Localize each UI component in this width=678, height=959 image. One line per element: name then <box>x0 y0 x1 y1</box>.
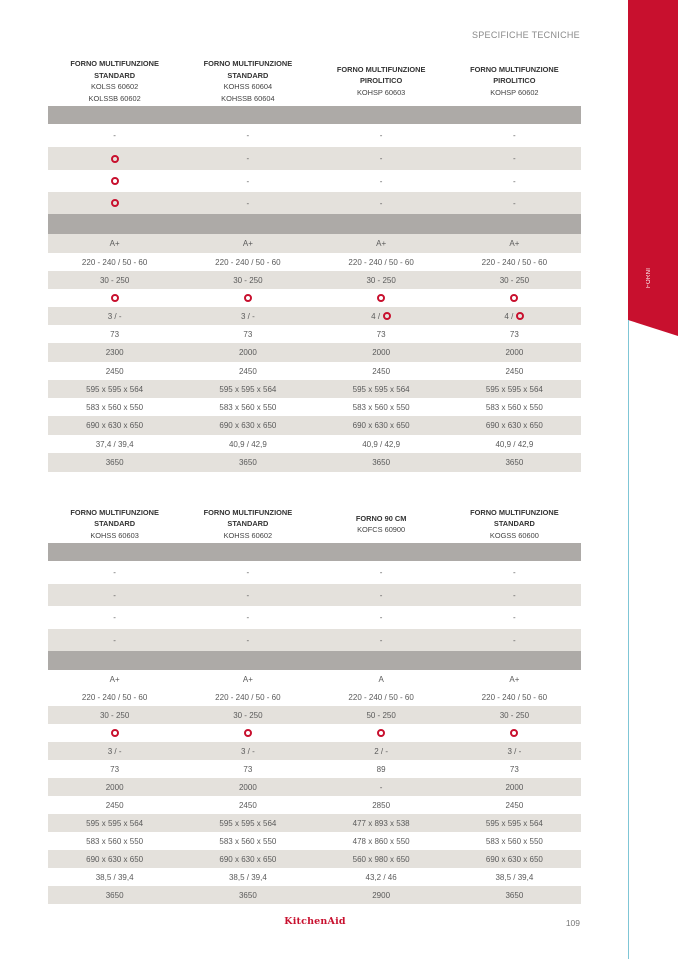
table-cell: - <box>513 613 516 622</box>
table-cell: 40,9 / 42,9 <box>362 439 401 449</box>
table-cell: 583 x 560 x 550 <box>86 402 144 412</box>
table-row <box>48 416 581 435</box>
table-cell: 690 x 630 x 650 <box>352 421 410 430</box>
table-row <box>48 398 581 416</box>
table-cell <box>448 294 581 302</box>
product-title: FORNO 90 CM <box>355 513 407 523</box>
table-cell: 2450 <box>505 366 524 376</box>
table-cell: 3650 <box>238 890 257 900</box>
column-header <box>48 505 181 543</box>
section-header-row <box>48 651 581 670</box>
table-cell: A+ <box>509 239 520 248</box>
model-code: KOFCS 60900 <box>357 525 406 534</box>
table-cell: 220 - 240 / 50 - 60 <box>348 692 414 702</box>
table-cell: 38,5 / 39,4 <box>495 872 534 882</box>
product-title: PIROLITICO <box>359 76 403 86</box>
table-cell: - <box>246 154 250 163</box>
table-cell: 2450 <box>105 800 124 810</box>
table-cell <box>48 729 181 737</box>
section-header-row <box>48 106 581 124</box>
table-row <box>48 271 581 289</box>
table-cell: 50 - 250 <box>366 710 396 720</box>
table-cell: 73 <box>509 764 519 774</box>
product-title: FORNO MULTIFUNZIONE <box>470 507 559 517</box>
table-cell: 73 <box>509 329 519 339</box>
table-cell: 73 <box>376 329 386 339</box>
table-row <box>48 850 581 868</box>
table-row <box>48 453 581 472</box>
table-cell: 2000 <box>238 348 257 357</box>
table-cell: 40,9 / 42,9 <box>228 439 267 449</box>
table-cell: 220 - 240 / 50 - 60 <box>481 692 548 702</box>
product-title: FORNO MULTIFUNZIONE <box>203 507 293 517</box>
circle-marker-icon <box>516 312 524 320</box>
table-cell <box>48 294 181 302</box>
table-row <box>48 760 581 778</box>
table-cell: 220 - 240 / 50 - 60 <box>215 692 281 702</box>
table-cell: 583 x 560 x 550 <box>485 836 543 846</box>
table-cell: - <box>513 635 516 645</box>
table-cell: 2000 <box>505 348 524 357</box>
table-row <box>48 147 581 170</box>
table-cell: 3650 <box>372 458 391 467</box>
table-row <box>48 629 581 651</box>
product-title: STANDARD <box>94 70 136 80</box>
table-row <box>48 868 581 886</box>
column-header <box>181 505 314 543</box>
table-cell: - <box>513 154 516 163</box>
table-cell: 690 x 630 x 650 <box>86 421 144 430</box>
table-rows <box>48 106 581 472</box>
table-cell: - <box>379 198 383 208</box>
table-cell: 583 x 560 x 550 <box>352 402 410 412</box>
table-cell: 220 - 240 / 50 - 60 <box>481 257 548 267</box>
table-row <box>48 234 581 253</box>
table-cell: 478 x 860 x 550 <box>352 836 410 846</box>
table-cell: 30 - 250 <box>99 710 130 720</box>
table-cell: 3650 <box>238 458 257 467</box>
table-cell: 3650 <box>105 890 124 900</box>
table-cell: 583 x 560 x 550 <box>86 836 144 846</box>
table-row <box>48 688 581 706</box>
table-cell: 690 x 630 x 650 <box>485 421 543 430</box>
table-cell: 30 - 250 <box>499 710 530 720</box>
table-rows <box>48 543 581 904</box>
table-cell: 220 - 240 / 50 - 60 <box>81 257 148 267</box>
product-title: PIROLITICO <box>493 76 536 86</box>
table-cell: 73 <box>243 764 253 774</box>
column-header <box>48 56 181 106</box>
circle-marker-icon <box>377 729 385 737</box>
table-cell: 2900 <box>372 890 391 900</box>
table-cell: 220 - 240 / 50 - 60 <box>215 257 281 267</box>
table-cell: 3 / - <box>507 746 522 756</box>
table-cell <box>448 312 581 321</box>
product-title: FORNO MULTIFUNZIONE <box>336 64 426 74</box>
side-tab-tip <box>628 320 678 336</box>
table-cell: A <box>378 674 384 684</box>
table-cell: 38,5 / 39,4 <box>95 872 134 882</box>
model-code: KOHSS 60603 <box>90 530 139 540</box>
table-cell: 30 - 250 <box>499 275 530 285</box>
table-cell: - <box>379 131 383 140</box>
product-title: FORNO MULTIFUNZIONE <box>70 59 159 68</box>
circle-marker-icon <box>111 294 119 302</box>
table-cell: 30 - 250 <box>233 710 263 720</box>
table-row <box>48 561 581 584</box>
table-row <box>48 380 581 398</box>
side-tab-label: FORNI <box>646 267 652 288</box>
table-row <box>48 124 581 147</box>
cell-value: 4 / <box>371 311 381 321</box>
product-title: STANDARD <box>94 519 136 529</box>
table-cell: - <box>379 154 383 163</box>
table-cell <box>315 294 448 302</box>
model-code: KOLSSB 60602 <box>88 93 141 103</box>
brand-logo: KitchenAid <box>284 916 346 927</box>
table-cell: 583 x 560 x 550 <box>219 402 277 412</box>
table-cell: 690 x 630 x 650 <box>86 854 144 864</box>
table-row <box>48 584 581 606</box>
table-row <box>48 307 581 325</box>
table-cell <box>181 729 314 737</box>
table-cell: 30 - 250 <box>99 275 130 285</box>
table-cell: 2450 <box>238 800 257 810</box>
table-cell: 2000 <box>505 782 524 792</box>
product-title: FORNO MULTIFUNZIONE <box>70 507 159 517</box>
table-cell: 595 x 595 x 564 <box>485 384 543 394</box>
table-cell: 30 - 250 <box>233 275 263 285</box>
circle-marker-icon <box>244 729 252 737</box>
model-code: KOHSP 60603 <box>356 87 406 97</box>
table-cell: - <box>246 613 250 622</box>
table-cell: - <box>246 635 250 645</box>
table-cell: 2450 <box>238 366 257 376</box>
table-cell: - <box>513 198 516 208</box>
table-cell <box>48 199 181 207</box>
table-cell: A+ <box>242 674 253 684</box>
table-row <box>48 170 581 192</box>
model-code: KOHSS 60604 <box>223 82 273 91</box>
table-cell: - <box>513 590 516 600</box>
table-cell: 3650 <box>105 458 124 467</box>
product-title: FORNO MULTIFUNZIONE <box>470 64 559 74</box>
table-cell: 2850 <box>372 800 391 810</box>
table-row <box>48 814 581 832</box>
circle-marker-icon <box>111 199 119 207</box>
table-cell: 73 <box>110 764 120 774</box>
table-cell: 595 x 595 x 564 <box>86 384 144 394</box>
table-cell: - <box>379 590 383 600</box>
table-cell: 2000 <box>372 348 391 357</box>
table-cell: 3 / - <box>107 746 122 756</box>
product-title: FORNO MULTIFUNZIONE <box>203 59 293 68</box>
table-cell: - <box>513 176 516 186</box>
table-row <box>48 606 581 629</box>
column-headers <box>48 505 581 543</box>
table-cell: 220 - 240 / 50 - 60 <box>81 692 148 702</box>
table-cell: 595 x 595 x 564 <box>86 818 144 828</box>
table-cell: - <box>379 635 383 645</box>
section-header-row <box>48 214 581 234</box>
table-cell: 2450 <box>505 800 524 810</box>
table-cell: 220 - 240 / 50 - 60 <box>348 257 414 267</box>
table-row <box>48 706 581 724</box>
product-title: STANDARD <box>227 70 269 80</box>
table-cell: - <box>246 176 250 186</box>
table-cell: A+ <box>109 239 120 248</box>
table-row <box>48 362 581 380</box>
table-cell: 2450 <box>372 366 391 376</box>
spec-table-bottom <box>48 505 581 904</box>
circle-marker-icon <box>510 729 518 737</box>
table-row <box>48 289 581 307</box>
table-cell: - <box>379 782 383 792</box>
table-cell: 2000 <box>105 782 124 792</box>
table-cell: 595 x 595 x 564 <box>219 818 277 828</box>
table-cell: 3 / - <box>240 311 255 321</box>
table-cell: 595 x 595 x 564 <box>352 384 410 394</box>
side-divider-line <box>628 320 629 959</box>
table-cell: - <box>246 198 250 208</box>
model-code: KOLSS 60602 <box>90 82 139 91</box>
circle-marker-icon <box>244 294 252 302</box>
circle-marker-icon <box>111 155 119 163</box>
column-header <box>181 56 314 106</box>
table-cell: 690 x 630 x 650 <box>219 854 277 864</box>
table-cell: 583 x 560 x 550 <box>485 402 543 412</box>
column-header <box>448 505 581 543</box>
column-header <box>315 56 448 106</box>
circle-marker-icon <box>111 729 119 737</box>
table-cell: 2300 <box>105 348 124 357</box>
table-cell: - <box>113 590 116 600</box>
table-cell: - <box>113 568 116 577</box>
cell-value: 4 / <box>504 311 514 321</box>
column-headers <box>48 56 581 106</box>
table-cell: - <box>379 568 383 577</box>
table-row <box>48 325 581 343</box>
table-cell: 38,5 / 39,4 <box>228 872 267 882</box>
table-cell: 690 x 630 x 650 <box>485 854 543 864</box>
table-cell: 89 <box>376 764 386 774</box>
table-cell: - <box>113 635 116 645</box>
product-title: STANDARD <box>227 519 269 529</box>
table-cell: 3 / - <box>240 746 255 756</box>
table-cell: 477 x 893 x 538 <box>352 818 410 828</box>
product-title: STANDARD <box>493 519 535 529</box>
section-title: SPECIFICHE TECNICHE <box>471 30 580 40</box>
table-cell: 2000 <box>238 782 257 792</box>
table-cell: 595 x 595 x 564 <box>485 818 543 828</box>
column-header <box>315 505 448 543</box>
table-cell <box>315 729 448 737</box>
table-row <box>48 742 581 760</box>
section-header-row <box>48 543 581 561</box>
spec-table-top <box>48 56 581 472</box>
table-cell: 2450 <box>105 366 124 376</box>
circle-marker-icon <box>111 177 119 185</box>
page-number: 109 <box>565 918 580 928</box>
column-header <box>448 56 581 106</box>
table-cell: A+ <box>109 674 120 684</box>
model-code: KOHSP 60602 <box>490 87 539 97</box>
table-row <box>48 435 581 453</box>
model-code: KOGSS 60600 <box>489 530 539 540</box>
table-cell: 560 x 980 x 650 <box>352 854 410 864</box>
circle-marker-icon <box>510 294 518 302</box>
table-cell: 40,9 / 42,9 <box>495 439 534 449</box>
table-cell: - <box>246 131 250 140</box>
table-cell: 37,4 / 39,4 <box>95 439 134 449</box>
table-cell: 3650 <box>505 458 524 467</box>
table-cell: 595 x 595 x 564 <box>219 384 277 394</box>
model-code: KOHSSB 60604 <box>221 93 275 103</box>
table-cell: A+ <box>242 239 253 248</box>
table-cell: - <box>246 590 250 600</box>
table-cell: - <box>113 613 116 622</box>
table-cell: A+ <box>376 239 387 248</box>
table-cell: - <box>379 176 383 186</box>
table-cell: 3650 <box>505 890 524 900</box>
model-code: KOHSS 60602 <box>223 530 273 540</box>
table-row <box>48 778 581 796</box>
table-row <box>48 192 581 214</box>
table-cell: 2 / - <box>374 746 389 756</box>
table-cell: 583 x 560 x 550 <box>219 836 277 846</box>
table-cell <box>181 294 314 302</box>
table-cell: 43,2 / 46 <box>365 872 397 882</box>
table-row <box>48 724 581 742</box>
table-cell: - <box>513 568 516 577</box>
table-cell: 3 / - <box>107 311 122 321</box>
table-row <box>48 832 581 850</box>
table-cell: 73 <box>110 329 120 339</box>
circle-marker-icon <box>383 312 391 320</box>
table-cell <box>48 177 181 185</box>
table-row <box>48 796 581 814</box>
table-cell: - <box>246 568 250 577</box>
table-row <box>48 343 581 362</box>
table-cell: - <box>513 131 516 140</box>
table-cell: - <box>113 131 116 140</box>
table-row <box>48 253 581 271</box>
circle-marker-icon <box>377 294 385 302</box>
table-row <box>48 670 581 688</box>
table-cell: - <box>379 613 383 622</box>
table-row <box>48 886 581 904</box>
table-cell <box>315 312 448 321</box>
table-cell <box>48 155 181 163</box>
table-cell: 30 - 250 <box>366 275 396 285</box>
table-cell: A+ <box>509 674 520 684</box>
table-cell: 73 <box>243 329 253 339</box>
table-cell <box>448 729 581 737</box>
table-cell: 690 x 630 x 650 <box>219 421 277 430</box>
